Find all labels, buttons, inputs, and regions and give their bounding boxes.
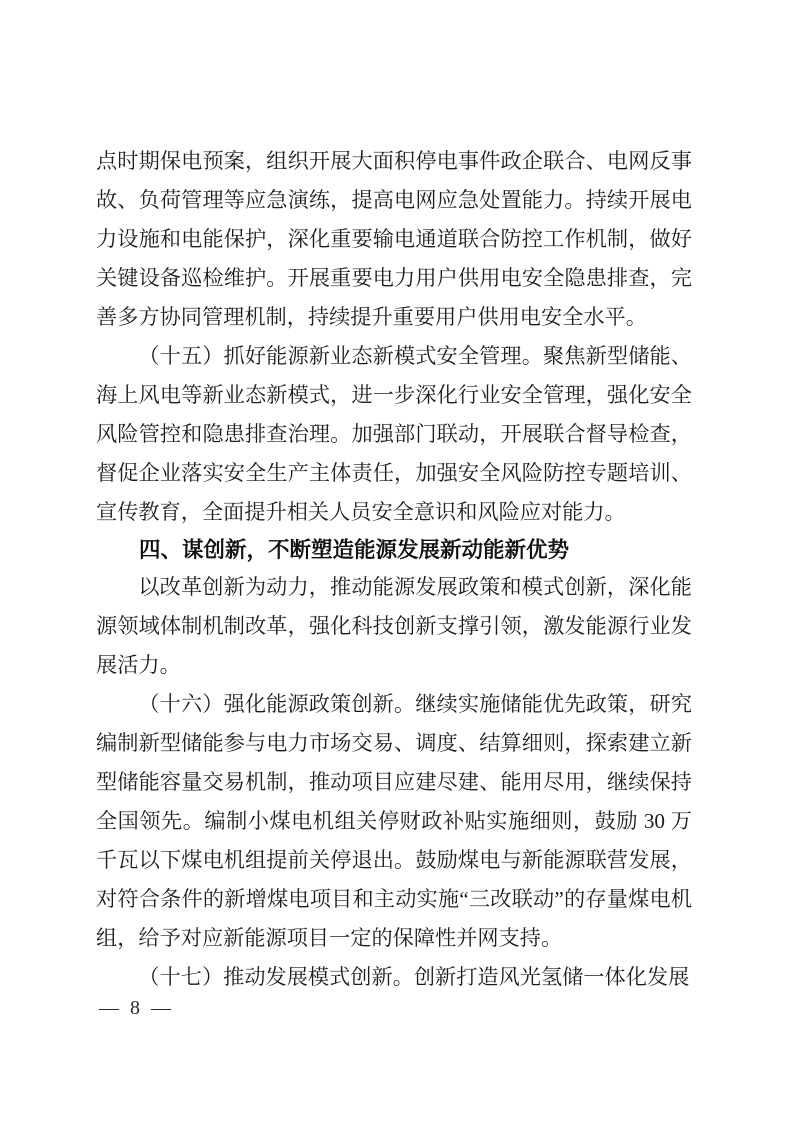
paragraph: 以改革创新为动力，推动能源发展政策和模式创新，深化能源领域体制机制改革，强化科技创新支撑引领，激发能源行业发展活力。	[96, 575, 692, 677]
section-heading: 四、谋创新，不断塑造能源发展新动能新优势	[139, 538, 570, 562]
page-number: — 8 —	[99, 997, 174, 1019]
paragraph: （十五）抓好能源新业态新模式安全管理。聚焦新型储能、海上风电等新业态新模式，进一步深化行业安全管理，强化安全风险管控和隐患排查治理。加强部门联动，开展联合督导检查，督促企业落实安全生产主体责任，加强安全风险防控专题培训、宣传教育，全面提升相关人员安全意识和风险应对能力。	[96, 344, 692, 524]
paragraph: （十七）推动发展模式创新。创新打造风光氢储一体化发展	[138, 965, 690, 989]
paragraph: 点时期保电预案，组织开展大面积停电事件政企联合、电网反事故、负荷管理等应急演练，提高电网应急处置能力。持续开展电力设施和电能保护，深化重要输电通道联合防控工作机制，做好关键设备巡检维护。开展重要电力用户供用电安全隐患排查，完善多方协同管理机制，持续提升重要用户供用电安全水平。	[96, 149, 692, 329]
paragraph: （十六）强化能源政策创新。继续实施储能优先政策，研究编制新型储能参与电力市场交易、调度、结算细则，探索建立新型储能容量交易机制，推动项目应建尽建、能用尽用，继续保持全国领先。编制小煤电机组关停财政补贴实施细则，鼓励 30 万千瓦以下煤电机组提前关停退出。鼓励煤电与新能源联营发展，对符合条件的新增煤电项目和主动实施“三改联动”的存量煤电机组，给予对应新能源项目一定的保障性并网支持。	[96, 692, 692, 950]
document-body	[96, 142, 692, 997]
